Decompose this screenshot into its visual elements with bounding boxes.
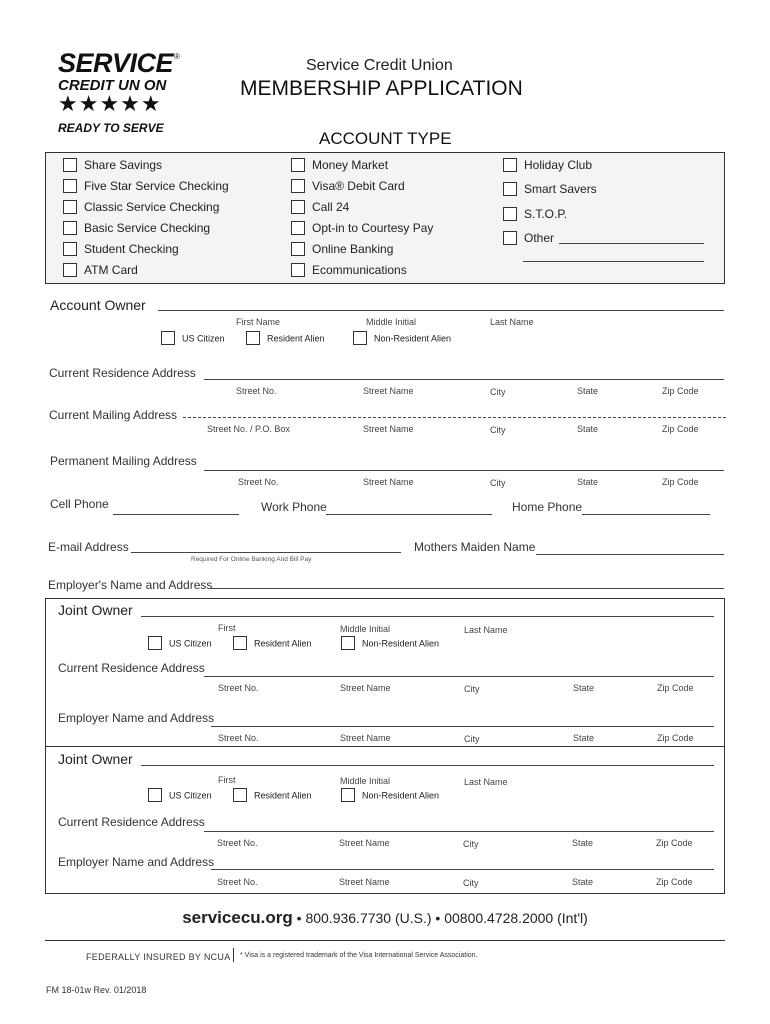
option-label: US Citizen [182, 333, 225, 344]
email-label: E-mail Address [48, 540, 129, 554]
option-money-market[interactable] [291, 158, 388, 172]
sub-street-no: Street No. [217, 838, 258, 848]
option-label: Other [524, 231, 555, 245]
footer-ncua: FEDERALLY INSURED BY NCUA [86, 952, 231, 962]
permanent-address-label: Permanent Mailing Address [50, 454, 197, 468]
sub-city: City [464, 734, 480, 744]
option-share-savings[interactable] [63, 158, 162, 172]
sub-zip: Zip Code [657, 683, 694, 693]
owner-resident-alien[interactable] [246, 333, 325, 345]
checkbox[interactable] [291, 158, 305, 172]
option-label: Classic Service Checking [84, 200, 220, 214]
checkbox[interactable] [291, 221, 305, 235]
sub-last-name: Last Name [464, 625, 508, 635]
sub-street-name: Street Name [363, 477, 414, 487]
option-atm-card[interactable] [63, 263, 138, 277]
sub-last-name: Last Name [464, 777, 508, 787]
footer-phones: • 800.936.7730 (U.S.) • 00800.4728.2000 (Int'l) [296, 910, 588, 926]
option-courtesy-pay[interactable] [291, 221, 433, 235]
footer-contact [0, 908, 770, 928]
checkbox[interactable] [291, 242, 305, 256]
sub-street-name: Street Name [340, 733, 391, 743]
joint1-resident-alien[interactable] [233, 638, 312, 650]
option-label: Basic Service Checking [84, 221, 211, 235]
option-call-24[interactable] [291, 200, 349, 214]
sub-state: State [573, 683, 595, 693]
joint1-residence-line[interactable] [204, 676, 714, 677]
checkbox[interactable] [63, 263, 77, 277]
checkbox[interactable] [63, 158, 77, 172]
checkbox[interactable] [291, 263, 305, 277]
sub-street-name: Street Name [340, 683, 391, 693]
option-label: US Citizen [169, 638, 212, 649]
joint1-us-citizen[interactable] [148, 638, 212, 650]
sub-zip: Zip Code [656, 877, 693, 887]
checkbox[interactable] [233, 636, 247, 650]
home-phone-line[interactable] [582, 514, 710, 515]
sub-first: First [218, 623, 236, 633]
checkbox[interactable] [503, 231, 517, 245]
joint1-residence-label: Current Residence Address [58, 661, 205, 675]
option-label: S.T.O.P. [524, 207, 568, 221]
sub-city: City [490, 478, 506, 488]
sub-state: State [573, 733, 595, 743]
logo-brand: SERVICE [58, 48, 174, 78]
org-name: Service Credit Union [306, 57, 453, 74]
footer-divider [45, 940, 725, 941]
checkbox[interactable] [148, 788, 162, 802]
footer-separator [233, 948, 234, 962]
sub-state: State [572, 877, 594, 887]
work-phone-label: Work Phone [261, 500, 327, 514]
mailing-address-label: Current Mailing Address [49, 408, 178, 422]
sub-last-name: Last Name [490, 317, 534, 327]
option-visa-debit[interactable] [291, 179, 405, 193]
option-label: Money Market [312, 158, 389, 172]
joint2-us-citizen[interactable] [148, 790, 212, 802]
footer-site-link[interactable]: servicecu.org [182, 908, 293, 927]
option-label: Visa® Debit Card [312, 179, 405, 193]
mailing-address-line[interactable] [183, 417, 726, 418]
checkbox[interactable] [503, 158, 517, 172]
form-number: FM 18-01w Rev. 01/2018 [46, 985, 147, 995]
logo-registered-mark: ® [174, 52, 180, 61]
logo-stars-icon: ★★★★★ [58, 91, 162, 116]
sub-zip: Zip Code [662, 386, 699, 396]
checkbox[interactable] [233, 788, 247, 802]
other-line-2[interactable] [523, 261, 704, 262]
owner-non-resident-alien[interactable] [353, 333, 451, 345]
sub-street-name: Street Name [363, 424, 414, 434]
sub-street-no: Street No. [238, 477, 279, 487]
joint-owner-1-label: Joint Owner [58, 602, 133, 618]
checkbox[interactable] [63, 221, 77, 235]
checkbox[interactable] [63, 242, 77, 256]
checkbox[interactable] [63, 200, 77, 214]
option-label: Five Star Service Checking [84, 179, 229, 193]
option-label: Non-Resident Alien [362, 638, 440, 649]
email-note: Required For Online Banking And Bill Pay [191, 556, 312, 563]
option-label: US Citizen [169, 790, 212, 801]
account-owner-label: Account Owner [50, 297, 146, 313]
option-label: ATM Card [84, 263, 138, 277]
option-basic-checking[interactable] [63, 221, 210, 235]
home-phone-label: Home Phone [512, 500, 583, 514]
option-holiday-club[interactable] [503, 158, 592, 172]
sub-first-name: First Name [236, 317, 281, 327]
account-type-heading: ACCOUNT TYPE [319, 129, 452, 148]
sub-city: City [463, 839, 479, 849]
sub-first: First [218, 775, 236, 785]
employer-label: Employer's Name and Address [48, 578, 213, 592]
checkbox[interactable] [503, 207, 517, 221]
joint2-resident-alien[interactable] [233, 790, 312, 802]
checkbox[interactable] [291, 200, 305, 214]
option-smart-savers[interactable] [503, 182, 597, 196]
checkbox[interactable] [353, 331, 367, 345]
option-stop[interactable] [503, 207, 567, 221]
option-student-checking[interactable] [63, 242, 179, 256]
checkbox[interactable] [148, 636, 162, 650]
sub-street-po: Street No. / P.O. Box [207, 424, 290, 434]
checkbox[interactable] [341, 636, 355, 650]
maiden-name-line[interactable] [536, 554, 724, 555]
option-label: Non-Resident Alien [362, 790, 440, 801]
joint2-residence-line[interactable] [204, 831, 714, 832]
joint-owner-1-name-line[interactable] [141, 616, 714, 617]
sub-state: State [572, 838, 594, 848]
joint1-employer-line[interactable] [211, 726, 714, 727]
joint2-residence-label: Current Residence Address [58, 815, 205, 829]
sub-city: City [490, 387, 506, 397]
sub-street-name: Street Name [339, 877, 390, 887]
checkbox[interactable] [246, 331, 260, 345]
logo-tagline: READY TO SERVE [58, 121, 164, 135]
email-line[interactable] [131, 552, 401, 553]
option-label: Student Checking [84, 242, 179, 256]
cell-phone-line[interactable] [113, 514, 239, 515]
checkbox[interactable] [161, 331, 175, 345]
joint-owner-2-name-line[interactable] [141, 765, 714, 766]
option-five-star-checking[interactable] [63, 179, 229, 193]
residence-address-line[interactable] [204, 379, 724, 380]
joint2-employer-line[interactable] [211, 869, 714, 870]
footer-visa-note: * Visa is a registered trademark of the Visa International Service Association. [240, 952, 478, 959]
option-label: Non-Resident Alien [374, 333, 452, 344]
sub-middle-initial: Middle Initial [340, 776, 391, 786]
sub-state: State [577, 477, 599, 487]
option-label: Ecommunications [312, 263, 407, 277]
sub-street-no: Street No. [236, 386, 277, 396]
joint1-non-resident-alien[interactable] [341, 638, 439, 650]
checkbox[interactable] [503, 182, 517, 196]
sub-zip: Zip Code [656, 838, 693, 848]
sub-zip: Zip Code [662, 424, 699, 434]
sub-street-name: Street Name [339, 838, 390, 848]
sub-state: State [577, 424, 599, 434]
sub-street-no: Street No. [218, 683, 259, 693]
option-ecommunications[interactable] [291, 263, 407, 277]
option-label: Resident Alien [267, 333, 325, 344]
other-line-1[interactable] [559, 243, 704, 244]
option-online-banking[interactable] [291, 242, 393, 256]
account-owner-name-line[interactable] [158, 310, 724, 311]
sub-city: City [490, 425, 506, 435]
option-label: Share Savings [84, 158, 163, 172]
page-title: MEMBERSHIP APPLICATION [240, 77, 523, 100]
option-classic-checking[interactable] [63, 200, 219, 214]
cell-phone-label: Cell Phone [50, 497, 109, 511]
joint1-employer-label: Employer Name and Address [58, 711, 215, 725]
employer-line[interactable] [210, 588, 724, 589]
maiden-name-label: Mothers Maiden Name [414, 540, 536, 554]
sub-street-no: Street No. [218, 733, 259, 743]
option-label: Smart Savers [524, 182, 597, 196]
option-label: Opt-in to Courtesy Pay [312, 221, 434, 235]
sub-middle-initial: Middle Initial [366, 317, 417, 327]
joint2-employer-label: Employer Name and Address [58, 855, 215, 869]
work-phone-line[interactable] [326, 514, 492, 515]
option-label: Online Banking [312, 242, 394, 256]
sub-street-no: Street No. [217, 877, 258, 887]
checkbox[interactable] [63, 179, 77, 193]
owner-us-citizen[interactable] [161, 333, 225, 345]
sub-street-name: Street Name [363, 386, 414, 396]
option-label: Resident Alien [254, 790, 312, 801]
option-label: Holiday Club [524, 158, 593, 172]
option-label: Resident Alien [254, 638, 312, 649]
logo-subtitle: CREDIT UN ON [58, 77, 167, 94]
sub-zip: Zip Code [662, 477, 699, 487]
option-label: Call 24 [312, 200, 350, 214]
checkbox[interactable] [341, 788, 355, 802]
checkbox[interactable] [291, 179, 305, 193]
permanent-address-line[interactable] [204, 470, 724, 471]
residence-address-label: Current Residence Address [49, 366, 196, 380]
joint-owner-2-label: Joint Owner [58, 751, 133, 767]
sub-state: State [577, 386, 599, 396]
sub-city: City [463, 878, 479, 888]
sub-zip: Zip Code [657, 733, 694, 743]
sub-middle-initial: Middle Initial [340, 624, 391, 634]
sub-city: City [464, 684, 480, 694]
joint-divider [45, 746, 725, 747]
option-other[interactable] [503, 231, 554, 245]
joint2-non-resident-alien[interactable] [341, 790, 439, 802]
